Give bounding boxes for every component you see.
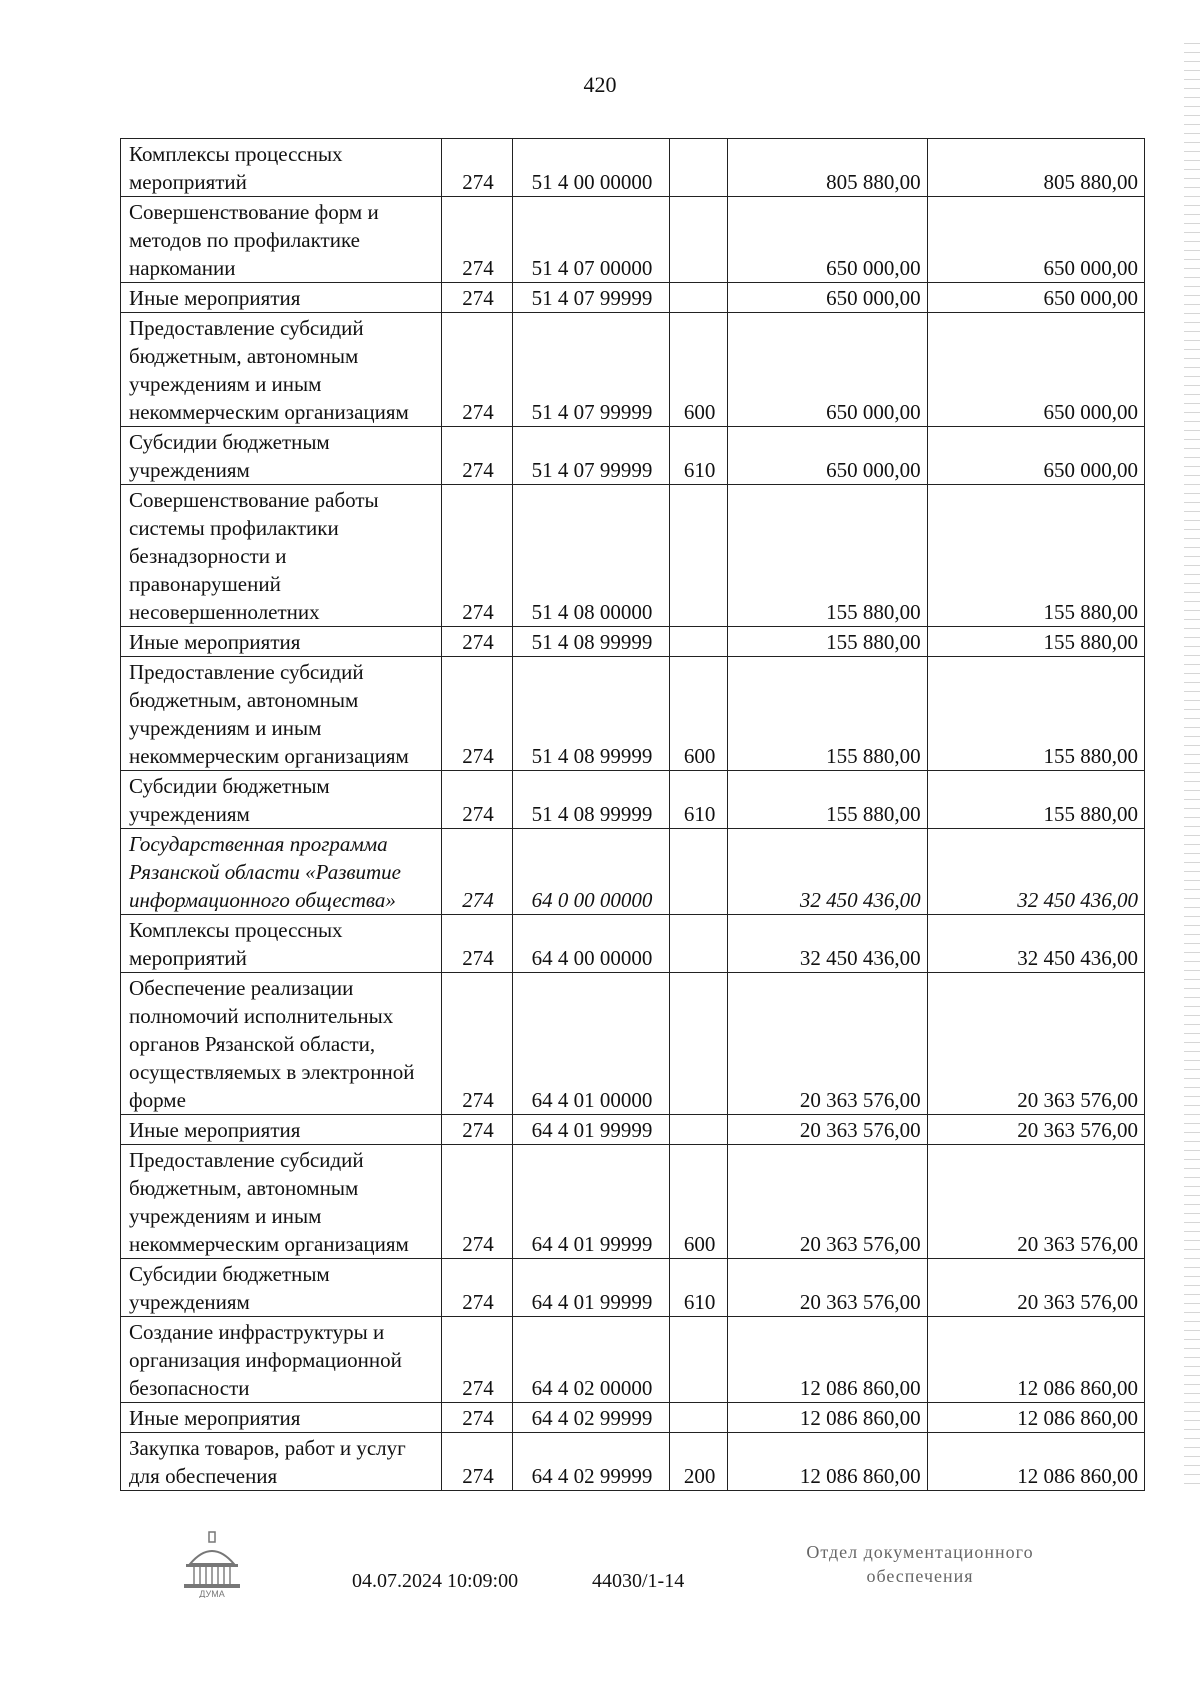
row-name-cell: Комплексы процессных мероприятий — [121, 915, 442, 973]
row-sum-2-cell: 805 880,00 — [927, 139, 1144, 197]
row-name-cell: Иные мероприятия — [121, 1403, 442, 1433]
row-name-cell: Субсидии бюджетным учреждениям — [121, 1259, 442, 1317]
row-name-cell: Совершенствование форм и методов по профилактике наркомании — [121, 197, 442, 283]
row-grbs-cell: 274 — [442, 313, 512, 427]
row-grbs-cell: 274 — [442, 1115, 512, 1145]
duma-logo-icon — [182, 1530, 242, 1598]
row-grbs-cell: 274 — [442, 139, 512, 197]
table-row — [121, 627, 1145, 657]
row-grbs-cell: 274 — [442, 427, 512, 485]
row-sum-1-cell: 155 880,00 — [728, 627, 928, 657]
row-sum-1-cell: 805 880,00 — [728, 139, 928, 197]
row-code-cell: 64 4 01 00000 — [512, 973, 670, 1115]
row-vr-cell — [670, 283, 728, 313]
footer-department-stamp — [770, 1540, 1070, 1588]
row-name-cell: Создание инфраструктуры и организация информационной безопасности — [121, 1317, 442, 1403]
scan-edge-artifact — [1184, 40, 1200, 1490]
row-name-cell: Обеспечение реализации полномочий исполнительных органов Рязанской области, осуществляемых в электронной форме — [121, 973, 442, 1115]
footer-dept-line2: обеспечения — [866, 1566, 974, 1586]
row-vr-cell — [670, 627, 728, 657]
row-vr-cell: 600 — [670, 1145, 728, 1259]
row-code-cell: 64 4 02 99999 — [512, 1403, 670, 1433]
row-sum-1-cell: 12 086 860,00 — [728, 1433, 928, 1491]
row-vr-cell — [670, 973, 728, 1115]
row-vr-cell: 600 — [670, 657, 728, 771]
table-row — [121, 197, 1145, 283]
budget-table-body — [121, 139, 1145, 1491]
row-sum-2-cell: 20 363 576,00 — [927, 1115, 1144, 1145]
row-code-cell: 51 4 07 00000 — [512, 197, 670, 283]
row-sum-1-cell: 650 000,00 — [728, 283, 928, 313]
row-code-cell: 64 4 00 00000 — [512, 915, 670, 973]
row-sum-1-cell: 12 086 860,00 — [728, 1403, 928, 1433]
row-vr-cell — [670, 1403, 728, 1433]
row-vr-cell — [670, 1317, 728, 1403]
row-grbs-cell: 274 — [442, 1259, 512, 1317]
row-sum-2-cell: 20 363 576,00 — [927, 1259, 1144, 1317]
row-name-cell: Субсидии бюджетным учреждениям — [121, 427, 442, 485]
row-grbs-cell: 274 — [442, 1145, 512, 1259]
row-code-cell: 64 4 01 99999 — [512, 1145, 670, 1259]
row-name-cell: Предоставление субсидий бюджетным, автономным учреждениям и иным некоммерческим организациям — [121, 1145, 442, 1259]
row-code-cell: 64 4 01 99999 — [512, 1259, 670, 1317]
table-row — [121, 1433, 1145, 1491]
table-row — [121, 771, 1145, 829]
row-sum-1-cell: 650 000,00 — [728, 313, 928, 427]
row-sum-1-cell: 650 000,00 — [728, 197, 928, 283]
row-name-cell: Иные мероприятия — [121, 1115, 442, 1145]
row-sum-2-cell: 650 000,00 — [927, 197, 1144, 283]
row-vr-cell: 610 — [670, 427, 728, 485]
row-name-cell: Иные мероприятия — [121, 627, 442, 657]
row-sum-2-cell: 650 000,00 — [927, 427, 1144, 485]
table-row — [121, 1403, 1145, 1433]
row-grbs-cell: 274 — [442, 771, 512, 829]
budget-table — [120, 138, 1145, 1491]
footer-date: 04.07.2024 10:09:00 — [352, 1570, 519, 1592]
row-sum-2-cell: 32 450 436,00 — [927, 915, 1144, 973]
row-name-cell: Совершенствование работы системы профилактики безнадзорности и правонарушений несовершеннолетних — [121, 485, 442, 627]
table-row — [121, 1145, 1145, 1259]
row-code-cell: 64 4 02 00000 — [512, 1317, 670, 1403]
row-code-cell: 51 4 07 99999 — [512, 313, 670, 427]
table-row — [121, 829, 1145, 915]
row-name-cell: Предоставление субсидий бюджетным, автономным учреждениям и иным некоммерческим организациям — [121, 657, 442, 771]
row-code-cell: 64 4 02 99999 — [512, 1433, 670, 1491]
row-sum-1-cell: 155 880,00 — [728, 657, 928, 771]
row-code-cell: 51 4 00 00000 — [512, 139, 670, 197]
row-vr-cell — [670, 915, 728, 973]
row-name-cell: Иные мероприятия — [121, 283, 442, 313]
row-grbs-cell: 274 — [442, 197, 512, 283]
table-row — [121, 1259, 1145, 1317]
row-grbs-cell: 274 — [442, 1317, 512, 1403]
row-vr-cell — [670, 485, 728, 627]
table-row — [121, 657, 1145, 771]
row-sum-1-cell: 20 363 576,00 — [728, 1115, 928, 1145]
row-grbs-cell: 274 — [442, 915, 512, 973]
row-vr-cell — [670, 197, 728, 283]
row-code-cell: 51 4 08 00000 — [512, 485, 670, 627]
row-vr-cell — [670, 139, 728, 197]
row-code-cell: 51 4 08 99999 — [512, 771, 670, 829]
row-vr-cell — [670, 1115, 728, 1145]
table-row — [121, 915, 1145, 973]
row-vr-cell — [670, 829, 728, 915]
row-sum-2-cell: 20 363 576,00 — [927, 1145, 1144, 1259]
page-number: 420 — [583, 72, 617, 97]
table-row — [121, 1115, 1145, 1145]
row-grbs-cell: 274 — [442, 627, 512, 657]
row-grbs-cell: 274 — [442, 1403, 512, 1433]
table-row — [121, 427, 1145, 485]
row-sum-2-cell: 20 363 576,00 — [927, 973, 1144, 1115]
row-sum-2-cell: 650 000,00 — [927, 313, 1144, 427]
row-code-cell: 51 4 07 99999 — [512, 283, 670, 313]
row-sum-2-cell: 650 000,00 — [927, 283, 1144, 313]
row-name-cell: Комплексы процессных мероприятий — [121, 139, 442, 197]
row-name-cell: Предоставление субсидий бюджетным, автономным учреждениям и иным некоммерческим организациям — [121, 313, 442, 427]
row-sum-1-cell: 32 450 436,00 — [728, 829, 928, 915]
row-sum-2-cell: 155 880,00 — [927, 657, 1144, 771]
row-grbs-cell: 274 — [442, 829, 512, 915]
row-sum-1-cell: 155 880,00 — [728, 485, 928, 627]
row-code-cell: 51 4 08 99999 — [512, 627, 670, 657]
table-row — [121, 1317, 1145, 1403]
row-sum-2-cell: 32 450 436,00 — [927, 829, 1144, 915]
row-name-cell: Закупка товаров, работ и услуг для обеспечения — [121, 1433, 442, 1491]
footer-reg-number: 44030/1-14 — [592, 1570, 685, 1592]
row-sum-2-cell: 12 086 860,00 — [927, 1403, 1144, 1433]
row-grbs-cell: 274 — [442, 657, 512, 771]
table-row — [121, 485, 1145, 627]
row-sum-2-cell: 155 880,00 — [927, 771, 1144, 829]
row-code-cell: 51 4 08 99999 — [512, 657, 670, 771]
row-sum-1-cell: 155 880,00 — [728, 771, 928, 829]
row-sum-1-cell: 20 363 576,00 — [728, 1259, 928, 1317]
row-sum-2-cell: 12 086 860,00 — [927, 1433, 1144, 1491]
table-row — [121, 973, 1145, 1115]
row-grbs-cell: 274 — [442, 485, 512, 627]
svg-text:ДУМА: ДУМА — [199, 1589, 225, 1598]
row-code-cell: 64 0 00 00000 — [512, 829, 670, 915]
row-sum-2-cell: 155 880,00 — [927, 627, 1144, 657]
row-sum-1-cell: 32 450 436,00 — [728, 915, 928, 973]
table-row — [121, 283, 1145, 313]
row-sum-1-cell: 20 363 576,00 — [728, 1145, 928, 1259]
row-vr-cell: 610 — [670, 1259, 728, 1317]
row-sum-1-cell: 12 086 860,00 — [728, 1317, 928, 1403]
row-code-cell: 51 4 07 99999 — [512, 427, 670, 485]
row-sum-1-cell: 20 363 576,00 — [728, 973, 928, 1115]
row-grbs-cell: 274 — [442, 283, 512, 313]
table-row — [121, 139, 1145, 197]
row-vr-cell: 610 — [670, 771, 728, 829]
row-sum-1-cell: 650 000,00 — [728, 427, 928, 485]
row-name-cell: Государственная программа Рязанской области «Развитие информационного общества» — [121, 829, 442, 915]
row-sum-2-cell: 155 880,00 — [927, 485, 1144, 627]
footer-dept-line1: Отдел документационного — [806, 1542, 1034, 1562]
row-vr-cell: 600 — [670, 313, 728, 427]
table-row — [121, 313, 1145, 427]
row-sum-2-cell: 12 086 860,00 — [927, 1317, 1144, 1403]
row-name-cell: Субсидии бюджетным учреждениям — [121, 771, 442, 829]
row-grbs-cell: 274 — [442, 1433, 512, 1491]
row-code-cell: 64 4 01 99999 — [512, 1115, 670, 1145]
row-grbs-cell: 274 — [442, 973, 512, 1115]
row-vr-cell: 200 — [670, 1433, 728, 1491]
